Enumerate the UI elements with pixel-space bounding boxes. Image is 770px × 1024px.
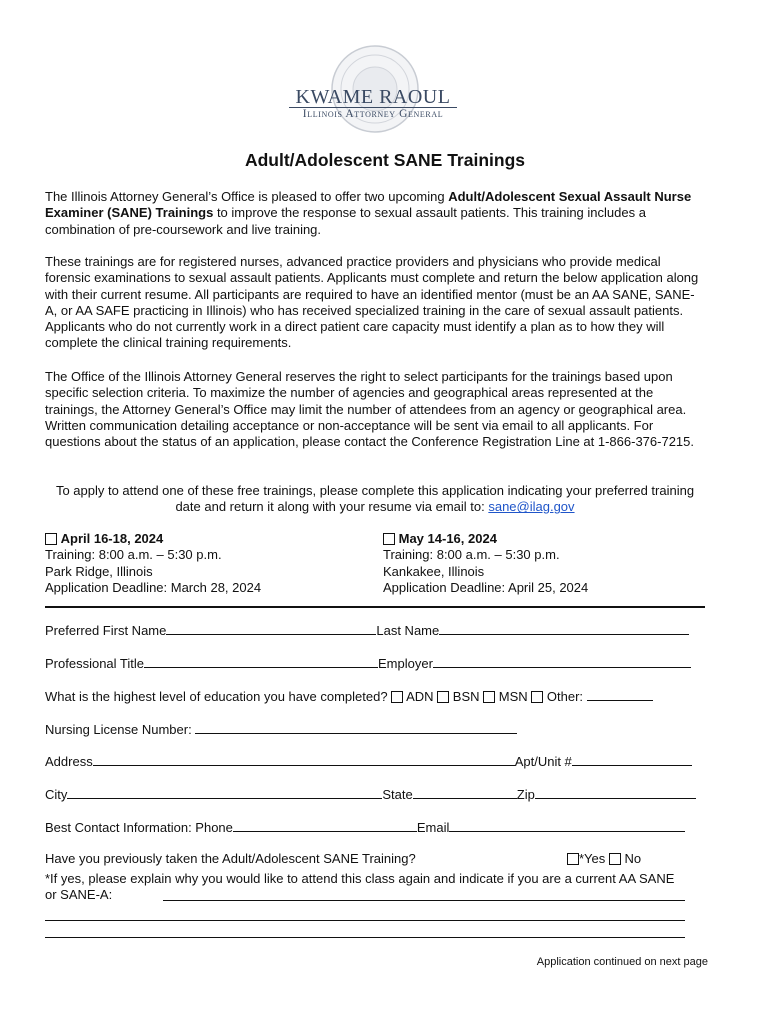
eligibility-paragraph: These trainings are for registered nurses, advanced practice providers and physicians who provide medical forensic examinations to sexual assault patients. Applicants must complete and return the below application along with their current resume. All participants are required to have an identified mentor (must be an AA SANE, SANE-A, or AA SAFE practicing in Illinois) who has received specialized training in the care of sexual assault patients. Applicants who do not currently work in a direct patient care capacity must identify a plan as to how they will complete the clinical training requirements. [45,254,699,351]
training-deadline: Application Deadline: April 25, 2024 [383,579,589,595]
continued-note: Application continued on next page [536,956,708,968]
last-name-label: Last Name [376,623,440,638]
address-field[interactable] [93,753,515,766]
email-link[interactable]: sane@ilag.gov [488,499,575,515]
intro-text-2: to improve the response to sexual assault patients. This training includes a combination of pre-coursework and live training. [45,205,646,237]
nursing-license-label: Nursing License Number: [45,722,192,737]
name-row [45,622,689,639]
zip-field[interactable] [535,786,696,799]
explanation-line-1[interactable] [163,900,685,901]
preferred-first-name-field[interactable] [166,622,376,635]
city-label: City [45,787,68,802]
last-name-field[interactable] [439,622,689,635]
professional-title-label: Professional Title [45,656,144,671]
other-label: Other: [546,689,584,704]
preferred-first-name-label: Preferred First Name [45,623,167,638]
title-row [45,655,691,672]
state-label: State [382,787,413,802]
training-time: Training: 8:00 a.m. – 5:30 p.m. [45,547,222,563]
employer-field[interactable] [433,655,691,668]
page-title: Adult/Adolescent SANE Trainings [244,150,526,170]
other-checkbox[interactable] [531,691,543,703]
yes-label: *Yes [579,851,606,866]
city-row [45,786,696,803]
explanation-line-2[interactable] [45,920,685,921]
may-checkbox[interactable] [383,533,395,545]
other-field[interactable] [587,688,653,701]
yes-checkbox[interactable] [567,853,579,865]
education-question: What is the highest level of education you have completed? [45,689,388,704]
bsn-checkbox[interactable] [437,691,449,703]
best-contact-label: Best Contact Information: Phone [45,820,233,835]
apply-text: To apply to attend one of these free trainings, please complete this application indicating your preferred training date and return it along with your resume via email to: [55,483,695,515]
training-time: Training: 8:00 a.m. – 5:30 p.m. [383,547,560,563]
no-checkbox[interactable] [609,853,621,865]
city-field[interactable] [67,786,382,799]
previous-training-row [45,851,416,867]
training-option-april [45,531,365,596]
previous-training-options [567,851,641,867]
adn-label: ADN [406,689,434,704]
explanation-line-3[interactable] [45,937,685,938]
employer-label: Employer [378,656,433,671]
training-date: April 16-18, 2024 [60,531,164,546]
license-row [45,721,517,738]
section-divider [45,606,705,608]
address-label: Address [45,754,93,769]
email-field[interactable] [449,819,685,832]
nursing-license-field[interactable] [195,721,517,734]
selection-paragraph: The Office of the Illinois Attorney General reserves the right to select participants for the trainings based upon specific selection criteria. To maximize the number of agencies and geographical areas represented at the trainings, the Attorney General’s Office may limit the number of attendees from an agency or geographical area. Written communication detailing acceptance or non-acceptance will be sent via email to all applicants. For questions about the status of an application, please contact the Conference Registration Line at 1-866-376-7215. [45,369,694,450]
training-location: Park Ridge, Illinois [45,563,153,579]
intro-bold: Adult/Adolescent Sexual Assault Nurse Examiner (SANE) Trainings [45,189,692,221]
state-field[interactable] [413,786,517,799]
logo-subtitle: Illinois Attorney General [302,108,444,120]
training-deadline: Application Deadline: March 28, 2024 [45,579,262,595]
adn-checkbox[interactable] [391,691,403,703]
address-row [45,753,692,770]
education-row [45,688,653,705]
logo-name: KWAME RAOUL [295,86,451,108]
no-label: No [624,851,642,866]
training-option-may [383,531,703,596]
professional-title-field[interactable] [144,655,378,668]
msn-checkbox[interactable] [483,691,495,703]
training-location: Kankakee, Illinois [383,563,485,579]
training-date: May 14-16, 2024 [398,531,497,546]
previous-training-question: Have you previously taken the Adult/Adolescent SANE Training? [45,851,416,866]
msn-label: MSN [498,689,528,704]
zip-label: Zip [516,787,535,802]
intro-text-1: The Illinois Attorney General’s Office is pleased to offer two upcoming [45,189,449,204]
contact-row [45,819,685,836]
apt-unit-label: Apt/Unit # [514,754,572,769]
bsn-label: BSN [452,689,480,704]
email-label: Email [416,820,450,835]
if-yes-text: *If yes, please explain why you would like to attend this class again and indicate if you are a current AA SANE or SANE-A: [45,871,675,903]
apt-unit-field[interactable] [572,753,692,766]
phone-field[interactable] [233,819,417,832]
april-checkbox[interactable] [45,533,57,545]
if-yes-explanation [45,871,685,904]
apply-paragraph [50,483,700,516]
intro-paragraph [45,189,705,238]
